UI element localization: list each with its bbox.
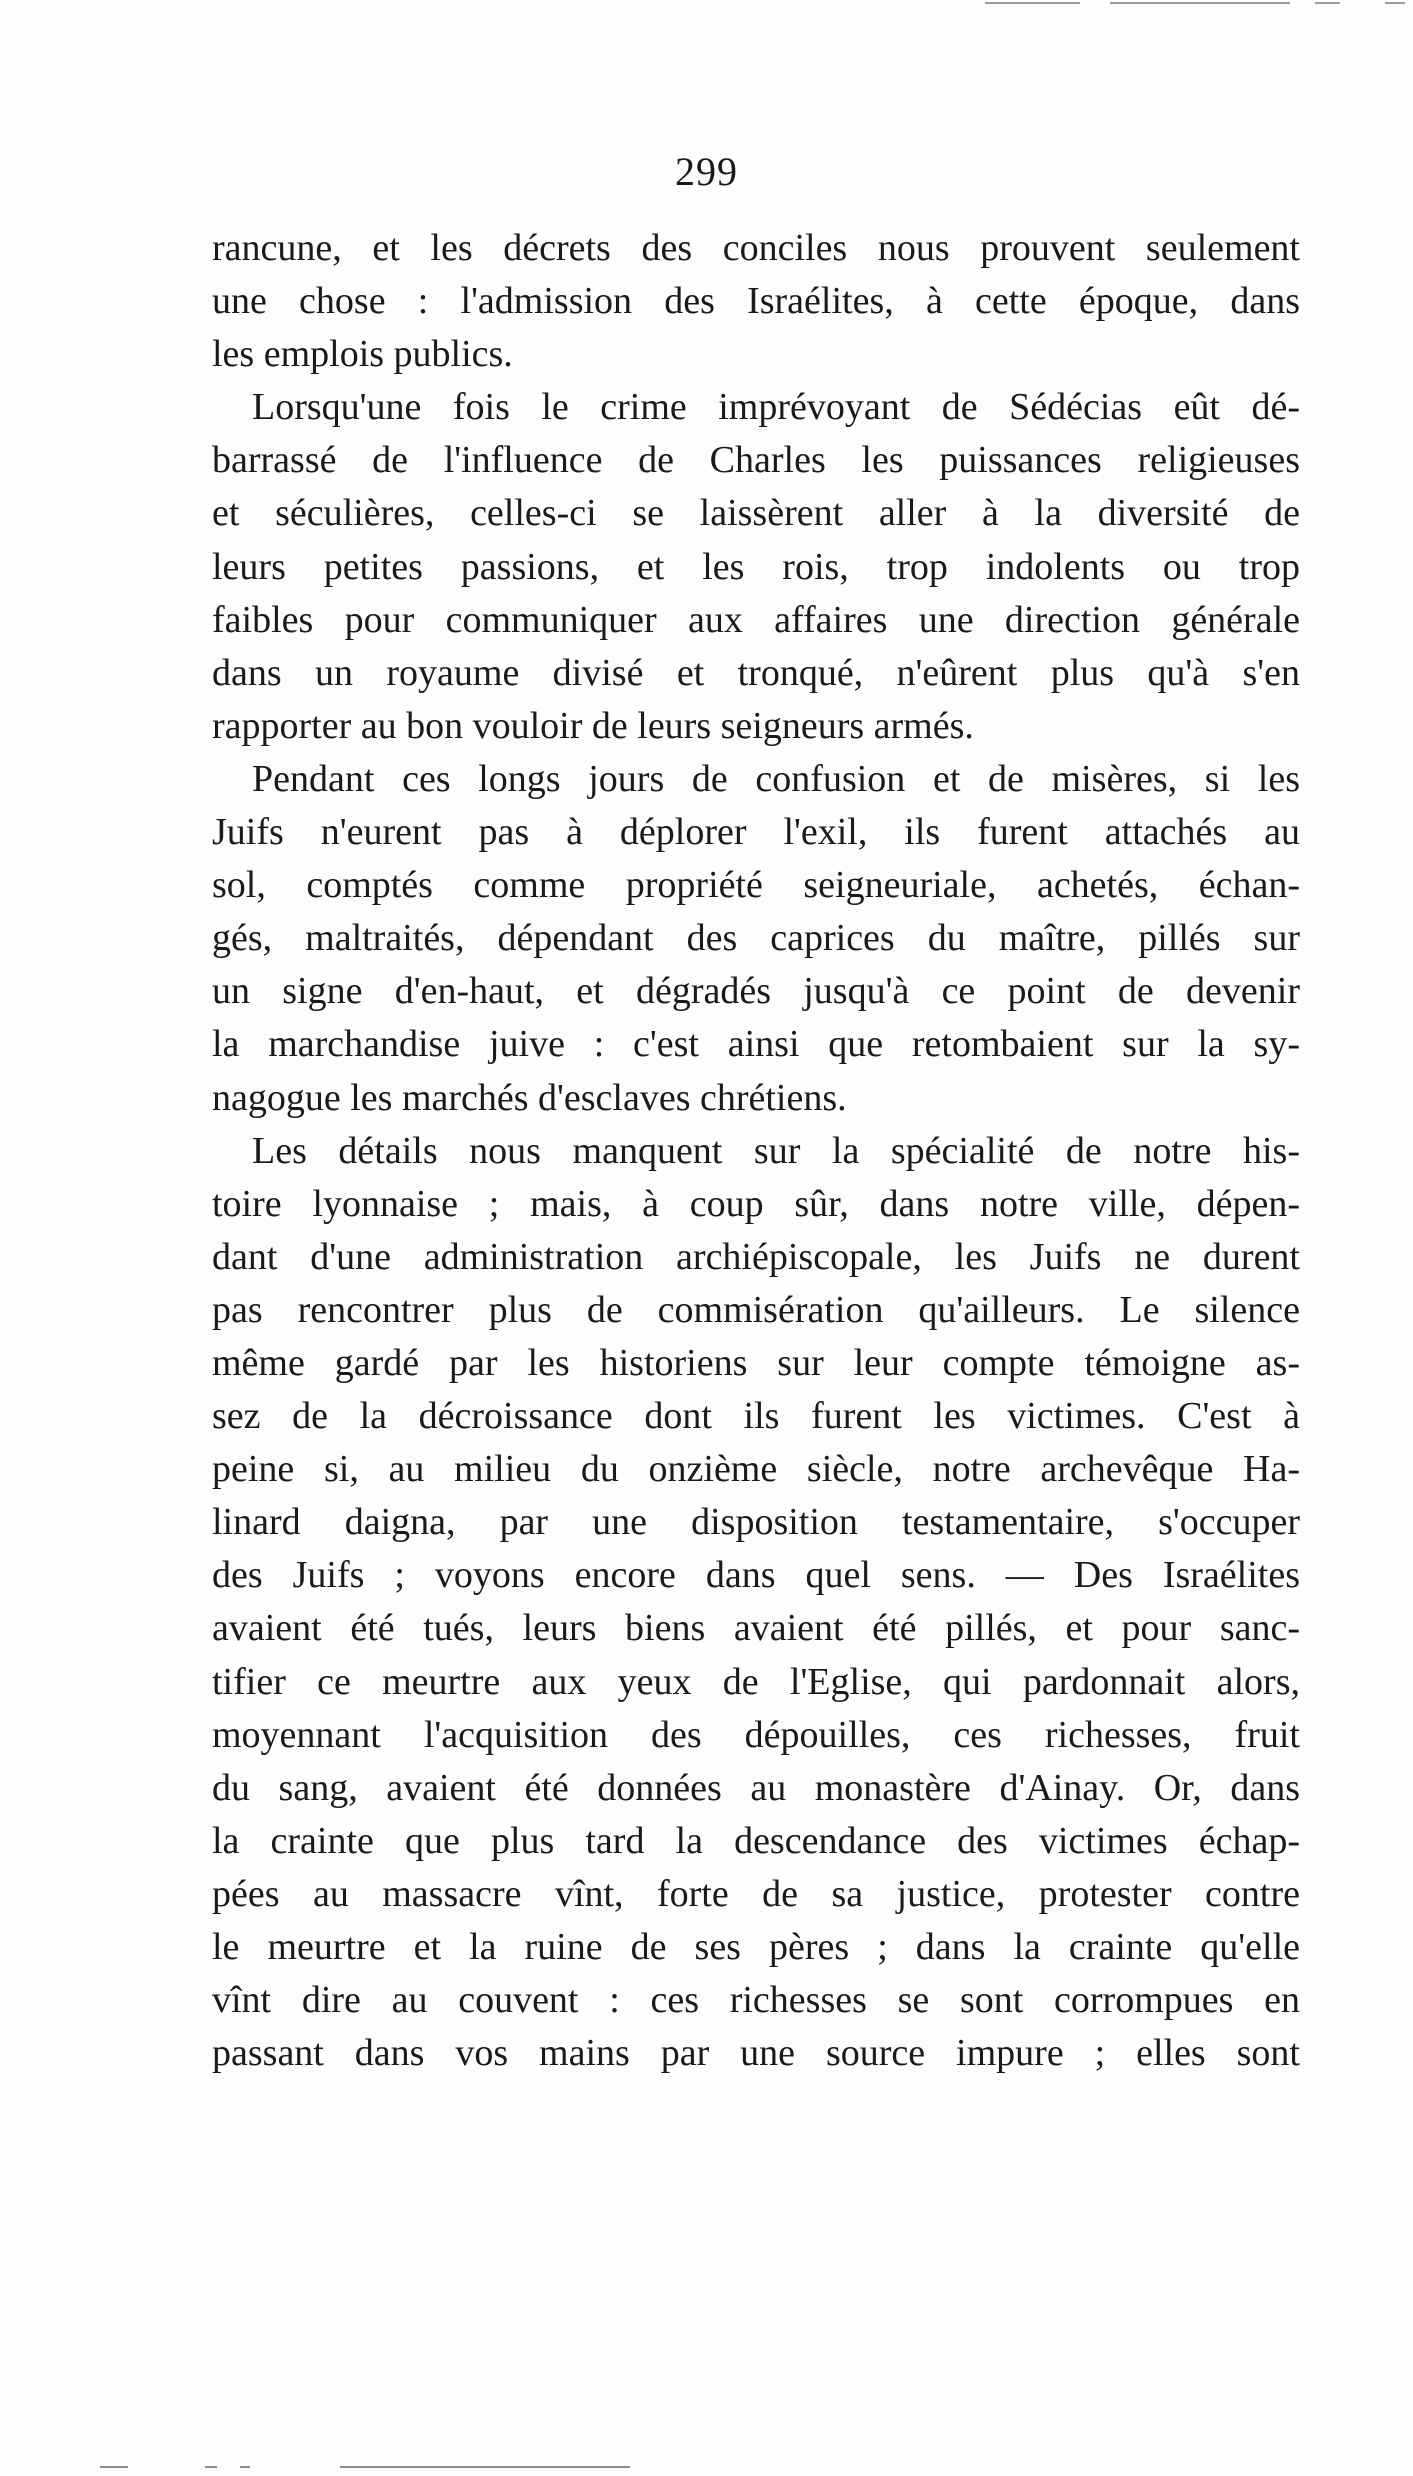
text-line: avaient été tués, leurs biens avaient été pillés, et pour sanc- xyxy=(212,1607,1300,1650)
text-line: barrassé de l'influence de Charles les puissances religieuses xyxy=(212,439,1300,482)
text-line: Lorsqu'une fois le crime imprévoyant de Sédécias eût dé- xyxy=(252,386,1300,429)
page-number: 299 xyxy=(675,149,738,194)
scan-edge-mark xyxy=(205,2466,217,2468)
text-line: faibles pour communiquer aux affaires une direction générale xyxy=(212,598,1300,641)
scan-edge-mark xyxy=(340,2466,630,2468)
text-line: des Juifs ; voyons encore dans quel sens. — Des Israélites xyxy=(212,1554,1300,1597)
text-line: Pendant ces longs jours de confusion et de misères, si les xyxy=(252,757,1300,800)
text-line: un signe d'en-haut, et dégradés jusqu'à ce point de devenir xyxy=(212,970,1300,1013)
text-line: Les détails nous manquent sur la spécialité de notre his- xyxy=(252,1129,1300,1172)
paragraph-2 xyxy=(212,381,1300,753)
text-line: sez de la décroissance dont ils furent les victimes. C'est à xyxy=(212,1395,1300,1438)
scan-edge-mark xyxy=(1110,2,1290,4)
text-line: une chose : l'admission des Israélites, à cette époque, dans xyxy=(212,280,1300,323)
text-line: la marchandise juive : c'est ainsi que retombaient sur la sy- xyxy=(212,1023,1300,1066)
text-line: dans un royaume divisé et tronqué, n'eûrent plus qu'à s'en xyxy=(212,651,1300,694)
text-line: peine si, au milieu du onzième siècle, notre archevêque Ha- xyxy=(212,1448,1300,1491)
scan-edge-mark xyxy=(240,2466,250,2468)
scan-edge-mark xyxy=(1315,2,1340,4)
text-line: Juifs n'eurent pas à déplorer l'exil, ils furent attachés au xyxy=(212,811,1300,854)
text-line: tifier ce meurtre aux yeux de l'Eglise, qui pardonnait alors, xyxy=(212,1660,1300,1703)
text-line: et séculières, celles-ci se laissèrent aller à la diversité de xyxy=(212,492,1300,535)
text-line: dant d'une administration archiépiscopale, les Juifs ne durent xyxy=(212,1235,1300,1278)
scan-edge-mark xyxy=(985,2,1080,4)
scan-edge-mark xyxy=(1385,2,1405,4)
text-line: linard daigna, par une disposition testamentaire, s'occuper xyxy=(212,1501,1300,1544)
paragraph-1 xyxy=(212,222,1300,381)
text-line: rancune, et les décrets des conciles nous prouvent seulement xyxy=(212,227,1300,269)
paragraph-4 xyxy=(212,1125,1300,2081)
text-line: vînt dire au couvent : ces richesses se sont corrompues en xyxy=(212,1979,1300,2022)
text-line: pas rencontrer plus de commisération qu'ailleurs. Le silence xyxy=(212,1288,1300,1331)
text-line: toire lyonnaise ; mais, à coup sûr, dans notre ville, dépen- xyxy=(212,1182,1300,1225)
text-line: moyennant l'acquisition des dépouilles, ces richesses, fruit xyxy=(212,1713,1300,1756)
text-line: sol, comptés comme propriété seigneuriale, achetés, échan- xyxy=(212,864,1300,907)
text-line: passant dans vos mains par une source impure ; elles sont xyxy=(212,2032,1300,2075)
text-line: nagogue les marchés d'esclaves chrétiens. xyxy=(212,1076,847,1119)
text-line: gés, maltraités, dépendant des caprices du maître, pillés sur xyxy=(212,917,1300,960)
text-line: la crainte que plus tard la descendance des victimes échap- xyxy=(212,1819,1300,1862)
paragraph-3 xyxy=(212,753,1300,1125)
text-line: le meurtre et la ruine de ses pères ; dans la crainte qu'elle xyxy=(212,1926,1300,1968)
text-line: les emplois publics. xyxy=(212,333,513,376)
text-line: même gardé par les historiens sur leur compte témoigne as- xyxy=(212,1341,1300,1384)
text-line: du sang, avaient été données au monastère d'Ainay. Or, dans xyxy=(212,1766,1300,1809)
text-line: leurs petites passions, et les rois, trop indolents ou trop xyxy=(212,545,1300,588)
text-line: rapporter au bon vouloir de leurs seigneurs armés. xyxy=(212,704,974,747)
scan-edge-mark xyxy=(100,2466,128,2468)
text-line: pées au massacre vînt, forte de sa justice, protester contre xyxy=(212,1872,1300,1915)
body-text xyxy=(212,222,1300,2080)
